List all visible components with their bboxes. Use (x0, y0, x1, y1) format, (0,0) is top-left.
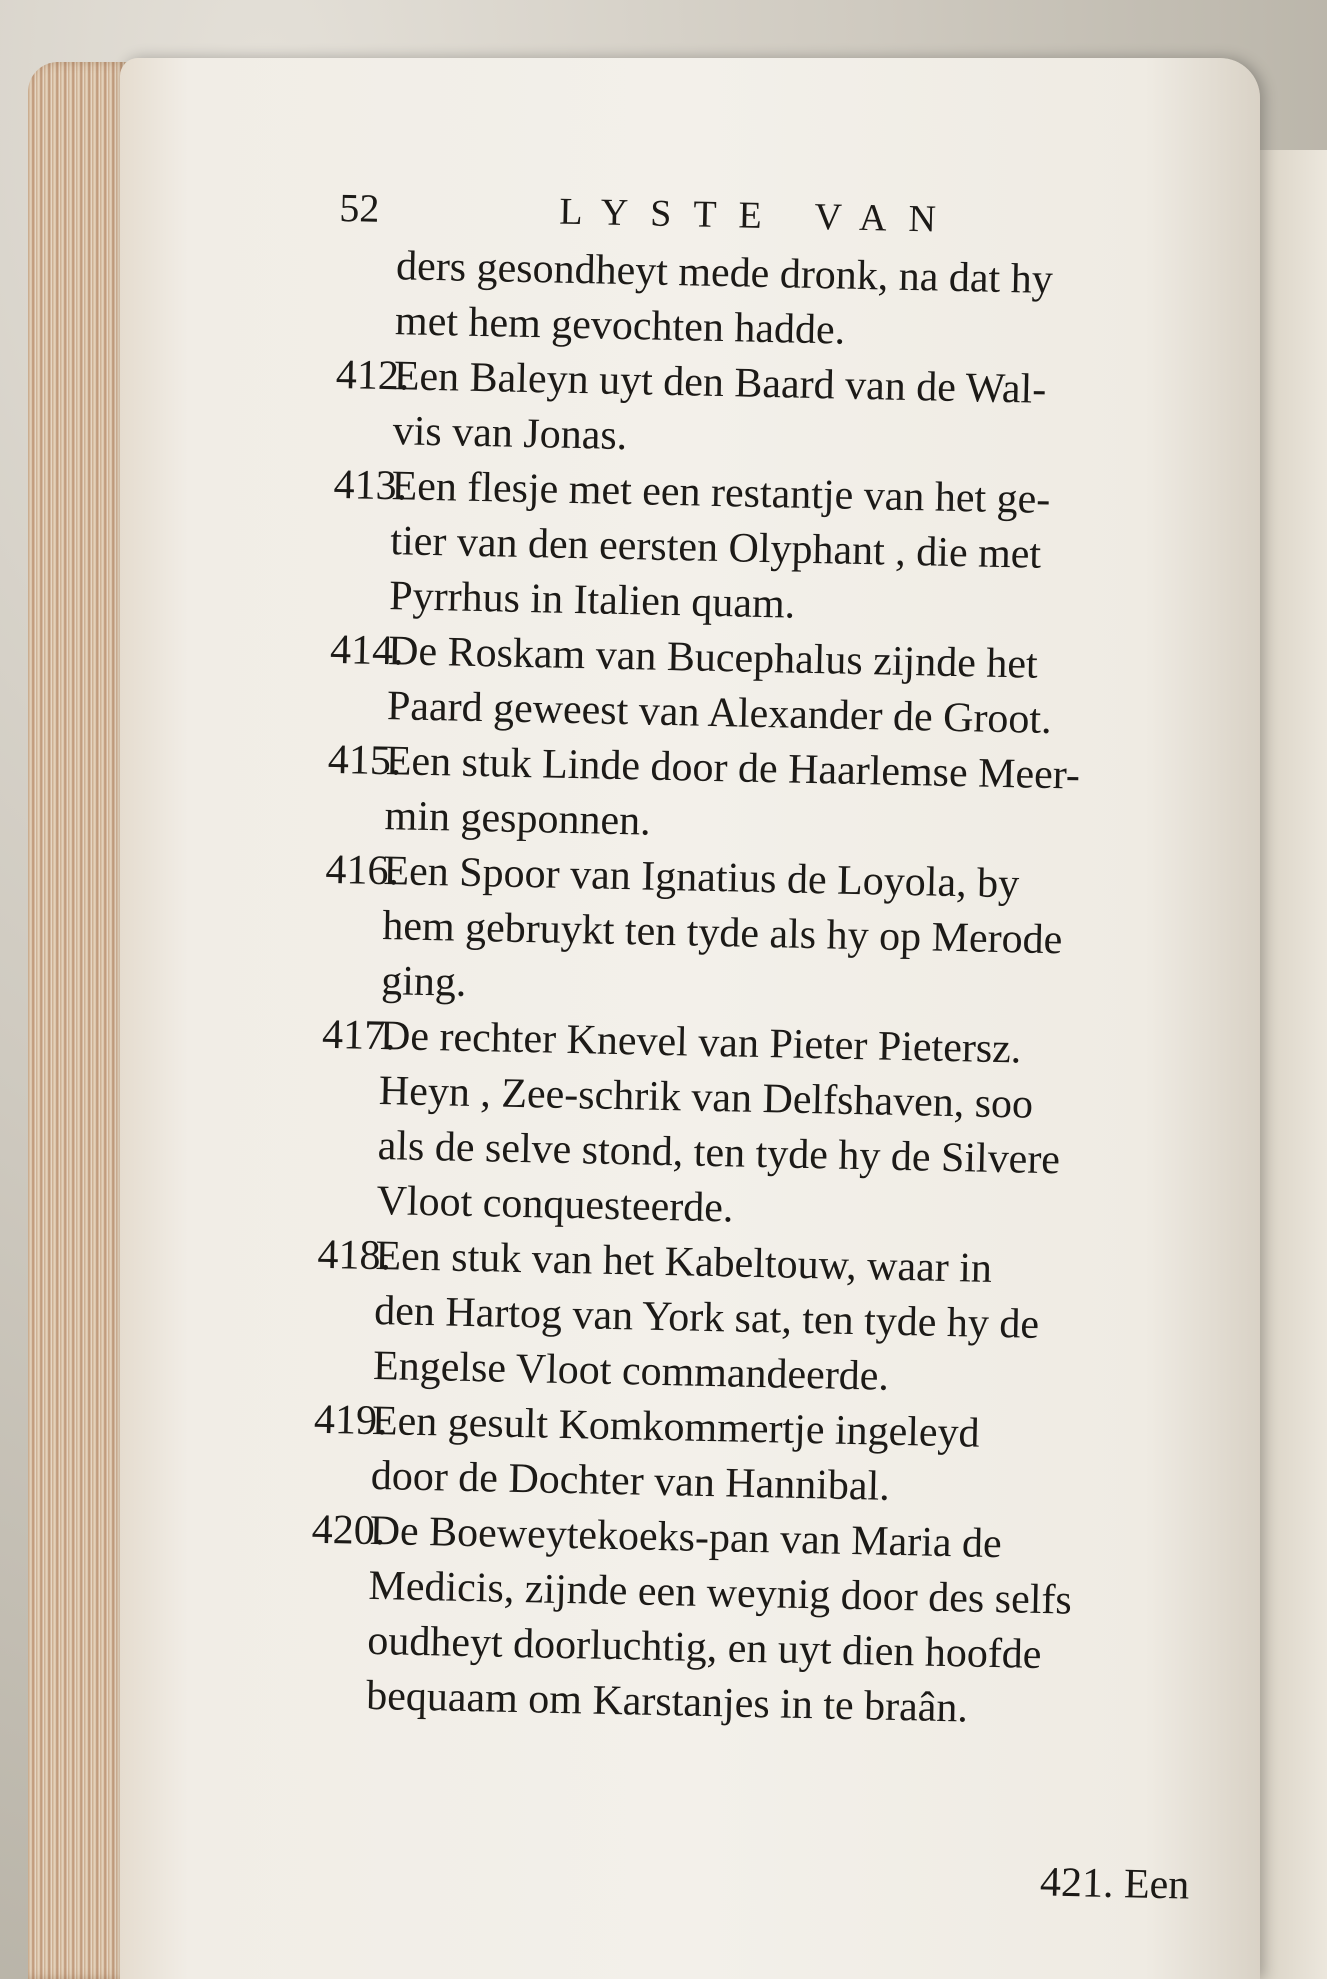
entry-415 (326, 733, 1228, 862)
entry-414 (328, 623, 1230, 752)
text-line: tier van den eersten Olyphant , die met (389, 518, 1042, 578)
text-line: als de selve stond, ten tyde hy de Silvere (377, 1123, 1061, 1184)
text-line: Een Baleyn uyt den Baard van de Wal- (393, 353, 1047, 413)
text-line: Een Spoor van Ignatius de Loyola, by (383, 848, 1020, 908)
text-line: De rechter Knevel van Pieter Pietersz. (379, 1013, 1022, 1073)
entry-413 (331, 458, 1234, 642)
text-line: Vloot conquesteerde. (376, 1177, 734, 1232)
text-line: Paard geweest van Alexander de Groot. (386, 683, 1053, 744)
continued-text (336, 238, 1238, 367)
entry-416 (323, 843, 1226, 1027)
page-text (308, 180, 1240, 1742)
entry-419 (312, 1393, 1214, 1522)
entry-number: 418. (317, 1231, 392, 1280)
text-line: De Roskam van Bucephalus zijnde het (387, 628, 1039, 688)
text-line: met hem gevochten hadde. (394, 298, 846, 354)
catchword: 421. Een (1039, 1859, 1190, 1909)
entry-number: 414. (329, 626, 405, 675)
text-line: ders gesondheyt mede dronk, na dat hy (395, 243, 1054, 303)
text-line: door de Dochter van Hannibal. (370, 1452, 891, 1510)
entry-417 (318, 1008, 1222, 1247)
entry-number: 417. (321, 1011, 397, 1060)
entry-number: 412. (335, 351, 410, 400)
text-line: min gesponnen. (384, 793, 652, 845)
entry-number: 420. (311, 1506, 386, 1555)
text-line: Engelse Vloot commandeerde. (372, 1342, 890, 1400)
text-line: vis van Jonas. (392, 408, 628, 460)
text-line: ging. (380, 958, 467, 1006)
running-title: LYSTE VAN (558, 190, 959, 241)
entry-number: 419. (313, 1396, 388, 1445)
text-line: hem gebruykt ten tyde als hy op Merode (381, 903, 1063, 964)
text-line: De Boeweytekoeks-pan van Maria de (369, 1507, 1003, 1568)
facing-page-edge (1255, 150, 1327, 1979)
text-line: Pyrrhus in Italien quam. (388, 573, 796, 628)
entry-420 (308, 1503, 1212, 1742)
text-line: oudheyt doorluchtig, en uyt dien hoofde (366, 1617, 1042, 1679)
text-line: Een stuk van het Kabeltouw, waar in (374, 1232, 993, 1292)
text-line: bequaam om Karstanjes in te braân. (365, 1672, 969, 1732)
text-line: Heyn , Zee-schrik van Delfshaven, soo (378, 1068, 1034, 1128)
text-line: Een stuk Linde door de Haarlemse Meer- (385, 738, 1081, 799)
page-number: 52 (338, 184, 380, 231)
text-line: Medicis, zijnde een weynig door des selfs (368, 1562, 1073, 1624)
entry-412 (334, 348, 1236, 477)
text-line: den Hartog van York sat, ten tyde hy de (373, 1287, 1040, 1348)
entry-418 (315, 1228, 1218, 1412)
text-line: Een gesult Komkommertje ingeleyd (371, 1397, 981, 1457)
entry-number: 413. (333, 461, 408, 510)
entry-number: 415. (327, 736, 402, 785)
text-line: Een flesje met een restantje van het ge- (391, 463, 1051, 523)
entry-number: 416. (325, 846, 400, 895)
